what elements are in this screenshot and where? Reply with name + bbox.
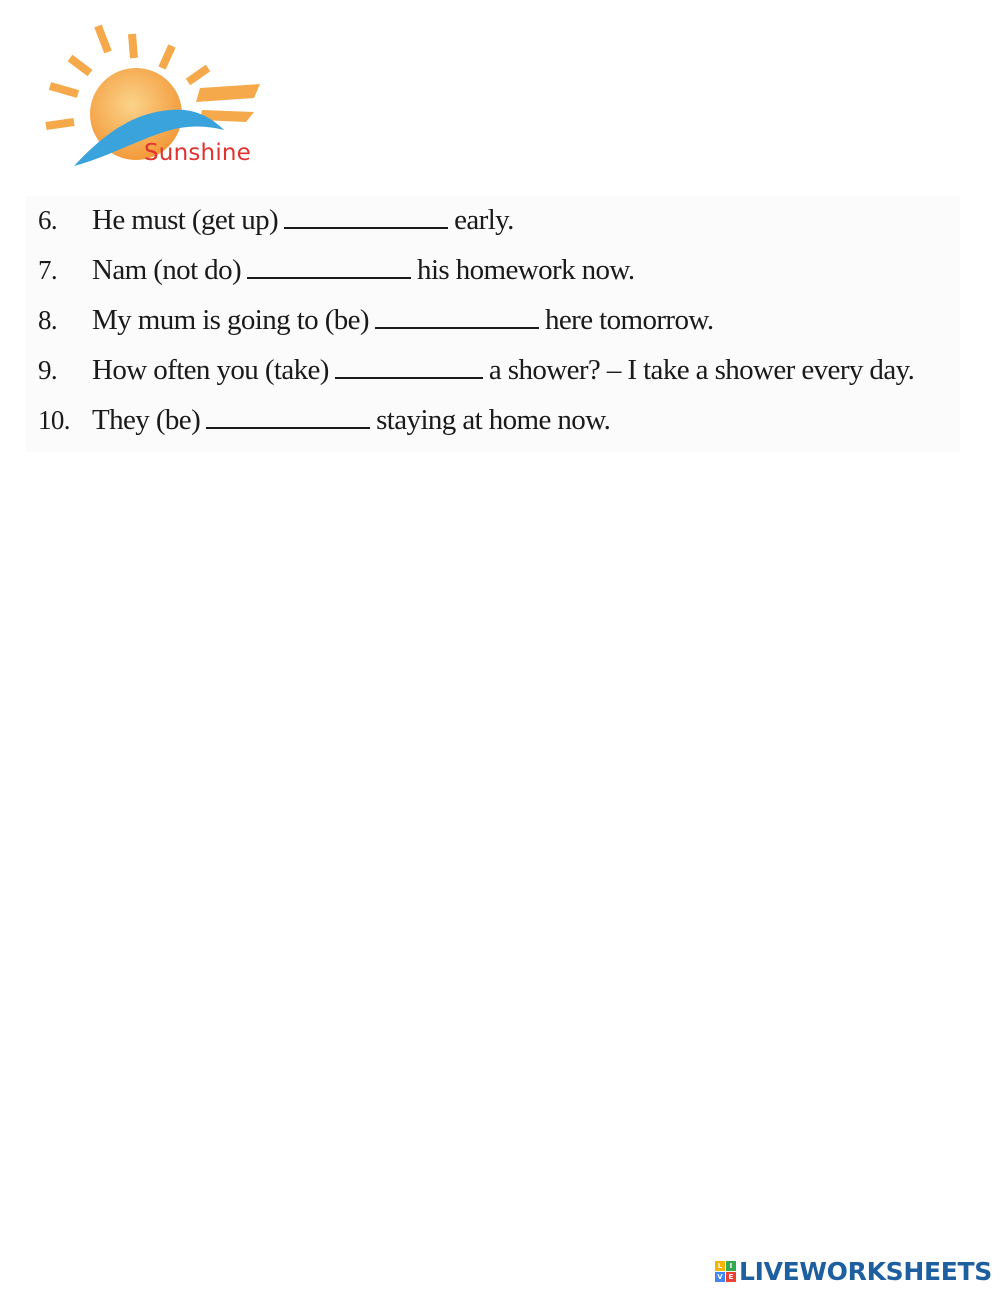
question-item [38, 200, 514, 240]
icon-letter: I [726, 1261, 736, 1271]
icon-letter: V [715, 1272, 725, 1282]
question-number: 7. [38, 255, 58, 285]
question-text-after: staying at home now. [376, 404, 611, 436]
question-number: 10. [38, 405, 70, 435]
question-number: 8. [38, 305, 58, 335]
question-item [38, 300, 714, 340]
question-number: 9. [38, 355, 58, 385]
liveworksheets-brand[interactable] [715, 1256, 992, 1286]
exercise-list [26, 196, 960, 452]
question-text-before: They (be) [92, 404, 201, 436]
question-text-before: My mum is going to (be) [92, 304, 369, 336]
answer-blank[interactable] [206, 405, 370, 429]
answer-blank[interactable] [284, 205, 448, 229]
question-text-before: He must (get up) [92, 204, 279, 236]
icon-letter: E [726, 1272, 736, 1282]
question-text-before: Nam (not do) [92, 254, 242, 286]
answer-blank[interactable] [335, 355, 483, 379]
liveworksheets-icon [715, 1261, 736, 1282]
question-text-after: here tomorrow. [545, 304, 714, 336]
answer-blank[interactable] [375, 305, 539, 329]
answer-blank[interactable] [247, 255, 411, 279]
logo-text: Sunshine [144, 140, 252, 166]
question-number: 6. [38, 205, 58, 235]
question-text-before: How often you (take) [92, 354, 329, 386]
question-item [38, 350, 914, 390]
brand-text: LIVEWORKSHEETS [738, 1256, 992, 1286]
question-item [38, 250, 635, 290]
icon-letter: L [715, 1261, 725, 1271]
question-text-after: a shower? – I take a shower every day. [488, 354, 915, 386]
question-text-after: early. [454, 204, 514, 236]
question-item [38, 400, 610, 440]
question-text-after: his homework now. [417, 254, 635, 286]
sunshine-logo [40, 18, 280, 178]
